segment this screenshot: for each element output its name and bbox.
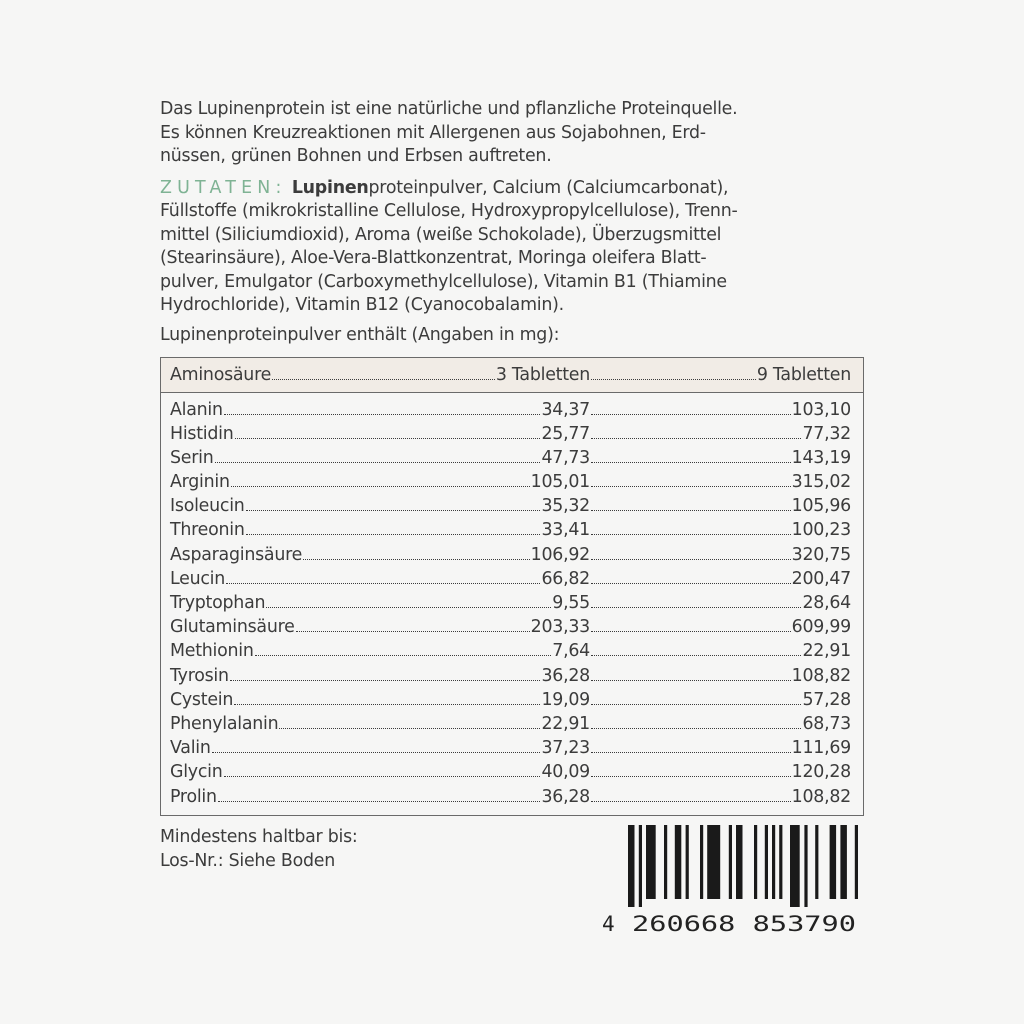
value-3-tablets: 66,82 bbox=[541, 568, 590, 589]
leader-dots bbox=[255, 655, 552, 656]
leader-dots bbox=[591, 379, 756, 380]
table-row bbox=[170, 400, 851, 424]
amino-name: Arginin bbox=[170, 472, 230, 493]
leader-dots bbox=[591, 534, 791, 535]
leader-dots bbox=[279, 728, 540, 729]
barcode-bar bbox=[700, 825, 703, 899]
value-3-tablets: 36,28 bbox=[541, 665, 590, 686]
value-9-tablets: 22,91 bbox=[802, 641, 851, 662]
amino-name: Glutaminsäure bbox=[170, 617, 295, 638]
barcode-bar bbox=[790, 825, 800, 907]
table-row bbox=[170, 545, 851, 569]
amino-name: Serin bbox=[170, 447, 214, 468]
amino-name: Histidin bbox=[170, 423, 234, 444]
table-row bbox=[170, 496, 851, 520]
header-row bbox=[170, 358, 851, 393]
value-3-tablets: 105,01 bbox=[530, 472, 590, 493]
leader-dots bbox=[226, 583, 540, 584]
barcode-bar bbox=[664, 825, 667, 899]
amino-name: Glycin bbox=[170, 762, 223, 783]
barcode bbox=[594, 825, 866, 937]
leader-dots bbox=[591, 631, 791, 632]
leader-dots bbox=[224, 776, 541, 777]
table-row bbox=[170, 520, 851, 544]
barcode-bar bbox=[675, 825, 682, 899]
barcode-bar bbox=[707, 825, 720, 899]
intro-paragraph: Das Lupinenprotein ist eine natürliche und pflanzliche Proteinquelle. Es können Kreuzreaktionen mit Allergenen aus Sojabohnen, Erd- nüssen, grünen Bohnen und Erbsen auftreten. bbox=[160, 99, 738, 166]
best-before-text: Mindestens haltbar bis: bbox=[160, 827, 358, 847]
value-9-tablets: 108,82 bbox=[791, 786, 851, 807]
leader-dots bbox=[591, 801, 791, 802]
table-row bbox=[170, 424, 851, 448]
value-9-tablets: 609,99 bbox=[791, 617, 851, 638]
barcode-bar bbox=[628, 825, 635, 907]
amino-name: Methionin bbox=[170, 641, 254, 662]
barcode-bar bbox=[639, 825, 642, 907]
value-3-tablets: 19,09 bbox=[541, 689, 590, 710]
ingredients-text: proteinpulver, Calcium (Calciumcarbonat), Füllstoffe (mikrokristalline Cellulose, Hydroxypropylcellulose), Trenn- mittel (Siliciumdioxid), Aroma (weiße Schokolade), Überzugsmittel (Stearinsäure), Aloe-Vera-Blattkonzentrat, Moringa oleifera Blatt- pulver, Emulgator (Carboxymethylcellulose), Vitamin B1 (Thiamine Hydrochloride), Vitamin B12 (Cyanocobalamin). bbox=[160, 177, 738, 315]
barcode-bar bbox=[804, 825, 807, 907]
leader-dots bbox=[591, 583, 791, 584]
leader-dots bbox=[272, 379, 495, 380]
table-body bbox=[161, 393, 863, 815]
value-9-tablets: 315,02 bbox=[791, 472, 851, 493]
value-3-tablets: 106,92 bbox=[530, 544, 590, 565]
footer-info bbox=[160, 825, 358, 873]
value-3-tablets: 40,09 bbox=[541, 762, 590, 783]
leader-dots bbox=[591, 704, 801, 705]
value-3-tablets: 35,32 bbox=[541, 496, 590, 517]
amino-name: Prolin bbox=[170, 786, 217, 807]
barcode-bar bbox=[815, 825, 818, 899]
value-9-tablets: 100,23 bbox=[791, 520, 851, 541]
table-row bbox=[170, 714, 851, 738]
leader-dots bbox=[224, 414, 541, 415]
value-9-tablets: 57,28 bbox=[802, 689, 851, 710]
leader-dots bbox=[591, 438, 801, 439]
barcode-bar bbox=[772, 825, 775, 899]
leader-dots bbox=[234, 704, 540, 705]
leader-dots bbox=[296, 631, 530, 632]
leader-dots bbox=[591, 510, 791, 511]
ingredients-label: ZUTATEN: bbox=[160, 177, 287, 198]
leader-dots bbox=[230, 680, 541, 681]
leader-dots bbox=[591, 486, 791, 487]
barcode-bar bbox=[729, 825, 732, 899]
leader-dots bbox=[266, 607, 551, 608]
barcode-first-digit: 4 bbox=[602, 912, 615, 936]
table-row bbox=[170, 617, 851, 641]
barcode-bar bbox=[686, 825, 689, 899]
value-3-tablets: 37,23 bbox=[541, 738, 590, 759]
leader-dots bbox=[212, 752, 541, 753]
table-row bbox=[170, 690, 851, 714]
table-row bbox=[170, 738, 851, 762]
amino-name: Tryptophan bbox=[170, 593, 266, 613]
ingredients-paragraph bbox=[160, 177, 866, 318]
value-3-tablets: 203,33 bbox=[530, 617, 590, 638]
value-9-tablets: 103,10 bbox=[791, 399, 851, 420]
leader-dots bbox=[591, 414, 791, 415]
barcode-bar bbox=[736, 825, 743, 899]
label-content bbox=[160, 98, 866, 816]
value-9-tablets: 120,28 bbox=[791, 762, 851, 783]
table-row bbox=[170, 666, 851, 690]
value-9-tablets: 105,96 bbox=[791, 496, 851, 517]
barcode-bar bbox=[646, 825, 656, 899]
value-9-tablets: 108,82 bbox=[791, 665, 851, 686]
leader-dots bbox=[591, 752, 791, 753]
value-3-tablets: 25,77 bbox=[541, 423, 590, 444]
leader-dots bbox=[303, 559, 530, 560]
value-9-tablets: 77,32 bbox=[802, 423, 851, 444]
table-row bbox=[170, 448, 851, 472]
barcode-bar bbox=[855, 825, 858, 899]
amino-acid-table bbox=[160, 357, 864, 816]
table-header bbox=[161, 358, 863, 393]
table-row bbox=[170, 593, 851, 617]
table-row bbox=[170, 472, 851, 496]
leader-dots bbox=[591, 776, 791, 777]
leader-dots bbox=[215, 462, 541, 463]
value-3-tablets: 34,37 bbox=[541, 399, 590, 420]
amino-name: Leucin bbox=[170, 568, 226, 589]
value-9-tablets: 28,64 bbox=[802, 593, 851, 613]
leader-dots bbox=[231, 486, 530, 487]
leader-dots bbox=[591, 728, 801, 729]
barcode-bar bbox=[830, 825, 837, 899]
value-3-tablets: 22,91 bbox=[541, 713, 590, 734]
barcode-bar bbox=[754, 825, 757, 899]
value-9-tablets: 320,75 bbox=[791, 544, 851, 565]
value-3-tablets: 36,28 bbox=[541, 786, 590, 807]
value-9-tablets: 200,47 bbox=[791, 568, 851, 589]
leader-dots bbox=[246, 510, 541, 511]
value-3-tablets: 7,64 bbox=[552, 641, 590, 662]
leader-dots bbox=[591, 462, 791, 463]
amino-name: Phenylalanin bbox=[170, 713, 279, 734]
table-row bbox=[170, 762, 851, 786]
table-row bbox=[170, 787, 851, 811]
amino-name: Tyrosin bbox=[170, 665, 229, 686]
value-3-tablets: 47,73 bbox=[541, 447, 590, 468]
leader-dots bbox=[246, 534, 541, 535]
table-caption: Lupinenproteinpulver enthält (Angaben in mg): bbox=[160, 324, 560, 345]
header-3-tablets: 3 Tabletten bbox=[495, 365, 590, 385]
leader-dots bbox=[591, 680, 791, 681]
table-row bbox=[170, 641, 851, 665]
lot-number-text: Los-Nr.: Siehe Boden bbox=[160, 851, 335, 871]
header-9-tablets: 9 Tabletten bbox=[756, 365, 851, 385]
leader-dots bbox=[218, 801, 541, 802]
value-9-tablets: 111,69 bbox=[791, 738, 851, 759]
leader-dots bbox=[591, 655, 801, 656]
barcode-bar bbox=[779, 825, 782, 899]
barcode-bar bbox=[765, 825, 768, 899]
amino-name: Threonin bbox=[170, 520, 245, 541]
leader-dots bbox=[235, 438, 541, 439]
table-row bbox=[170, 569, 851, 593]
amino-name: Isoleucin bbox=[170, 496, 245, 517]
value-3-tablets: 9,55 bbox=[552, 593, 590, 613]
amino-name: Alanin bbox=[170, 399, 223, 420]
value-9-tablets: 68,73 bbox=[802, 713, 851, 734]
ingredients-lead: Lupinen bbox=[291, 177, 369, 198]
barcode-digits: 260668 853790 bbox=[632, 912, 856, 936]
barcode-bar bbox=[840, 825, 847, 899]
value-9-tablets: 143,19 bbox=[791, 447, 851, 468]
value-3-tablets: 33,41 bbox=[541, 520, 590, 541]
amino-name: Cystein bbox=[170, 689, 234, 710]
leader-dots bbox=[591, 607, 801, 608]
amino-name: Valin bbox=[170, 738, 211, 759]
amino-name: Asparaginsäure bbox=[170, 544, 303, 565]
leader-dots bbox=[591, 559, 791, 560]
header-amino: Aminosäure bbox=[170, 365, 272, 385]
